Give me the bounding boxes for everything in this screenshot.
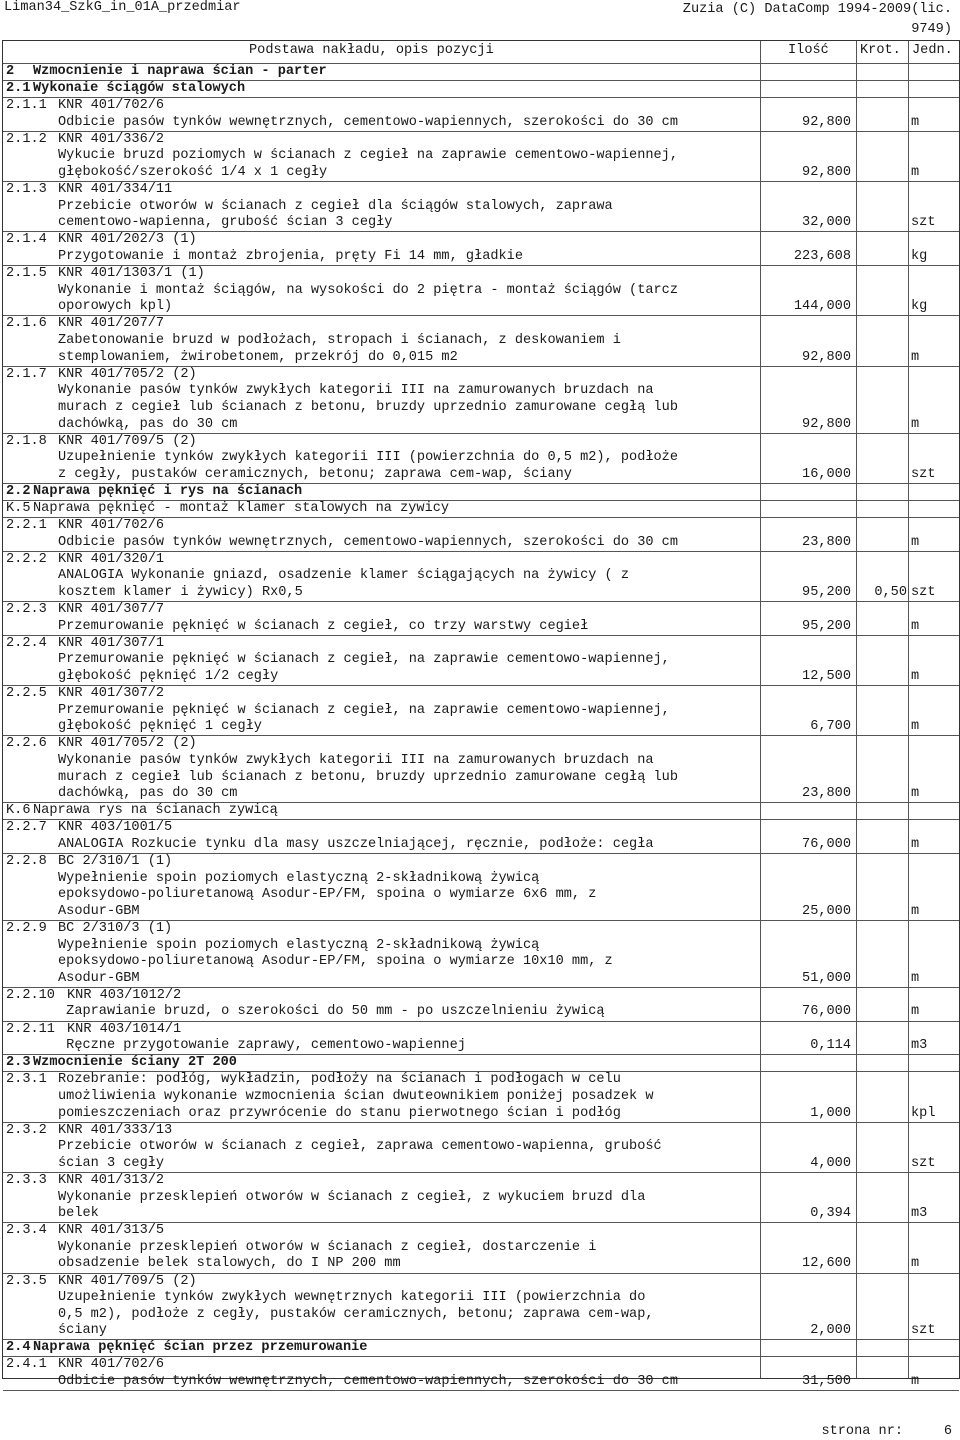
row-description-line: Przygotowanie i montaż zbrojenia, pręty Fi 14 mm, gładkie bbox=[58, 249, 523, 265]
table-row bbox=[3, 820, 959, 854]
section-row bbox=[3, 64, 959, 81]
row-description-line: murach z cegieł lub ścianach z betonu, bruzdy uprzednio zamurowane cegłą lub bbox=[58, 769, 678, 785]
document-file-name: Liman34_SzkG_in_01A_przedmiar bbox=[4, 0, 241, 15]
row-code: 2.1.6 bbox=[6, 316, 47, 332]
table-row bbox=[3, 132, 959, 182]
row-unit: kg bbox=[911, 299, 928, 315]
copyright-line-1: Zuzia (C) DataComp 1994-2009(lic. bbox=[682, 2, 952, 17]
row-code: 2.3.5 bbox=[6, 1273, 47, 1289]
row-code: 2.3.1 bbox=[6, 1072, 47, 1088]
row-unit: kpl bbox=[911, 1105, 936, 1121]
row-basis: KNR 401/702/6 bbox=[58, 98, 165, 114]
table-row bbox=[3, 854, 959, 921]
row-description-line: Przemurowanie pęknięć w ścianach z cegieł, na zaprawie cementowo-wapiennej, bbox=[58, 652, 670, 668]
row-description-line: Wykonanie i montaż ściągów, na wysokości do 2 piętra - montaż ściągów (tarcz bbox=[58, 282, 678, 298]
row-code: K.5 bbox=[6, 501, 31, 517]
row-quantity: 12,600 bbox=[802, 1256, 851, 1272]
row-description-line: Przebicie otworów w ścianach z cegieł, zaprawa cementowo-wapienna, grubość bbox=[58, 1139, 662, 1155]
row-basis: KNR 403/1014/1 bbox=[67, 1021, 182, 1037]
row-code: 2.4.1 bbox=[6, 1357, 47, 1373]
row-description-line: ściany bbox=[58, 1323, 107, 1339]
row-title: Wykonaie ściągów stalowych bbox=[33, 81, 246, 97]
table-row bbox=[3, 736, 959, 803]
row-basis: KNR 403/1012/2 bbox=[67, 987, 182, 1003]
table-row bbox=[3, 686, 959, 736]
row-description-line: głębokość pęknięć 1 cegły bbox=[58, 719, 262, 735]
row-description-line: Zabetonowanie bruzd w podłożach, stropach i ścianach, z deskowaniem i bbox=[58, 333, 621, 349]
row-unit: m bbox=[911, 618, 920, 634]
row-description-line: ANALOGIA Rozkucie tynku dla masy uszczelniającej, ręcznie, podłoże: cegła bbox=[58, 836, 654, 852]
table-row bbox=[3, 232, 959, 266]
row-unit: m3 bbox=[911, 1038, 928, 1054]
row-description-line: pomieszczeniach oraz przywrócenie do stanu pierwotnego ścian i podłóg bbox=[58, 1105, 621, 1121]
row-basis: KNR 401/313/5 bbox=[58, 1223, 165, 1239]
row-unit: m bbox=[911, 836, 920, 852]
page-label: strona nr: bbox=[821, 1424, 904, 1439]
row-unit: m bbox=[911, 534, 920, 550]
row-unit: kg bbox=[911, 249, 928, 265]
row-description-line: Zaprawianie bruzd, o szerokości do 50 mm - po uszczelnieniu żywicą bbox=[58, 1004, 605, 1020]
row-title: Naprawa pęknięć ścian przez przemurowanie bbox=[33, 1340, 368, 1356]
row-code: 2.2.10 bbox=[6, 987, 55, 1003]
row-rate: 0,50 bbox=[874, 585, 907, 600]
table-header bbox=[3, 41, 959, 64]
row-quantity: 32,000 bbox=[802, 215, 851, 231]
row-basis: BC 2/310/3 (1) bbox=[58, 920, 173, 936]
column-header-quantity: Ilość bbox=[788, 43, 829, 58]
section-row bbox=[3, 484, 959, 501]
row-basis: KNR 401/702/6 bbox=[58, 518, 165, 534]
row-quantity: 76,000 bbox=[802, 1004, 851, 1020]
row-description-line: Uzupełnienie tynków zwykłych kategorii III (powierzchnia do 0,5 m2), podłoże bbox=[58, 450, 678, 466]
row-quantity: 92,800 bbox=[802, 114, 851, 130]
row-quantity: 1,000 bbox=[810, 1105, 851, 1121]
row-code: 2 bbox=[6, 64, 15, 79]
row-basis: KNR 401/709/5 (2) bbox=[58, 1273, 197, 1289]
row-quantity: 12,500 bbox=[802, 668, 851, 684]
row-description-line: Przebicie otworów w ścianach z cegieł dla ściągów stalowych, zaprawa bbox=[58, 198, 613, 214]
row-basis: KNR 401/313/2 bbox=[58, 1172, 165, 1188]
row-unit: szt bbox=[911, 215, 936, 231]
row-quantity: 95,200 bbox=[802, 585, 851, 600]
row-description-line: ANALOGIA Wykonanie gniazd, osadzenie klamer ściągających na żywicy ( z bbox=[58, 568, 630, 584]
row-unit: m bbox=[911, 416, 920, 432]
row-quantity: 23,800 bbox=[802, 534, 851, 550]
table-row bbox=[3, 988, 959, 1022]
row-description-line: Wykonanie pasów tynków zwykłych kategorii III na zamurowanych bruzdach na bbox=[58, 383, 654, 399]
table-row bbox=[3, 1173, 959, 1223]
row-basis: BC 2/310/1 (1) bbox=[58, 854, 173, 870]
row-code: K.6 bbox=[6, 803, 31, 819]
row-code: 2.1.2 bbox=[6, 131, 47, 147]
row-unit: m bbox=[911, 903, 920, 919]
row-basis: KNR 401/202/3 (1) bbox=[58, 232, 197, 248]
table-row bbox=[3, 518, 959, 552]
row-description-line: obsadzenie belek stalowych, do I NP 200 mm bbox=[58, 1256, 401, 1272]
row-quantity: 95,200 bbox=[802, 618, 851, 634]
row-unit: m bbox=[911, 668, 920, 684]
row-code: 2.2.2 bbox=[6, 551, 47, 567]
row-description-line: ścian 3 cegły bbox=[58, 1155, 165, 1171]
row-quantity: 16,000 bbox=[802, 466, 851, 482]
row-basis: KNR 401/334/11 bbox=[58, 182, 173, 198]
row-description-line: dachówką, pas do 30 cm bbox=[58, 416, 238, 432]
row-unit: szt bbox=[911, 466, 936, 482]
row-quantity: 2,000 bbox=[810, 1323, 851, 1339]
row-title: Naprawa pęknięć - montaż klamer stalowych na zywicy bbox=[33, 501, 450, 517]
row-unit: m bbox=[911, 1004, 920, 1020]
row-basis: KNR 401/207/7 bbox=[58, 316, 165, 332]
row-basis: KNR 401/702/6 bbox=[58, 1357, 165, 1373]
row-description-line: Ręczne przygotowanie zaprawy, cementowo-wapiennej bbox=[58, 1038, 466, 1054]
group-row bbox=[3, 803, 959, 820]
row-title: Wzmocnienie ściany 2T 200 bbox=[33, 1055, 237, 1071]
row-quantity: 92,800 bbox=[802, 165, 851, 181]
row-code: 2.3 bbox=[6, 1055, 31, 1071]
row-title: Naprawa pęknięć i rys na ścianach bbox=[33, 483, 303, 499]
row-code: 2.1.1 bbox=[6, 98, 47, 114]
row-description-line: Odbicie pasów tynków wewnętrznych, cementowo-wapiennych, szerokości do 30 cm bbox=[58, 114, 678, 130]
row-code: 2.2.11 bbox=[6, 1021, 55, 1037]
row-code: 2.1.8 bbox=[6, 433, 47, 449]
software-copyright bbox=[683, 0, 952, 40]
row-code: 2.2.4 bbox=[6, 635, 47, 651]
row-description-line: oporowych kpl) bbox=[58, 299, 173, 315]
table-row bbox=[3, 182, 959, 232]
row-description-line: epoksydowo-poliuretanową Asodur-EP/FM, spoina o wymiarze 10x10 mm, z bbox=[58, 954, 613, 970]
row-description-line: umożliwienia wykonanie wzmocnienia ścian dwuteownikiem poniżej posadzek w bbox=[58, 1088, 654, 1104]
row-code: 2.1.4 bbox=[6, 232, 47, 248]
row-description-line: Wykonanie przesklepień otworów w ścianach z cegieł, dostarczenie i bbox=[58, 1239, 597, 1255]
column-header-description: Podstawa nakładu, opis pozycji bbox=[249, 43, 494, 58]
row-description-line: Odbicie pasów tynków wewnętrznych, cementowo-wapiennych, szerokości do 30 cm bbox=[58, 534, 678, 550]
table-body bbox=[3, 64, 959, 1391]
section-row bbox=[3, 81, 959, 98]
row-code: 2.2.8 bbox=[6, 854, 47, 870]
row-code: 2.4 bbox=[6, 1340, 31, 1356]
table-row bbox=[3, 316, 959, 366]
table-row bbox=[3, 1357, 959, 1391]
row-basis: KNR 401/1303/1 (1) bbox=[58, 266, 205, 282]
row-title: Wzmocnienie i naprawa ścian - parter bbox=[33, 64, 327, 79]
row-code: 2.2.6 bbox=[6, 736, 47, 752]
row-description-line: kosztem klamer i żywicy) Rx0,5 bbox=[58, 585, 303, 600]
table-row bbox=[3, 98, 959, 132]
row-description-line: Wykucie bruzd poziomych w ścianach z cegieł na zaprawie cementowo-wapiennej, bbox=[58, 148, 678, 164]
row-description-line: Wypełnienie spoin poziomych elastyczną 2-składnikową żywicą bbox=[58, 937, 540, 953]
row-quantity: 4,000 bbox=[810, 1155, 851, 1171]
row-description-line: Przemurowanie pęknięć w ścianach z cegieł, na zaprawie cementowo-wapiennej, bbox=[58, 702, 670, 718]
row-code: 2.2 bbox=[6, 483, 31, 499]
row-basis: KNR 401/709/5 (2) bbox=[58, 433, 197, 449]
row-description-line: stemplowaniem, żwirobetonem, przekrój do 0,015 m2 bbox=[58, 349, 458, 365]
row-basis: KNR 401/307/2 bbox=[58, 686, 165, 702]
row-code: 2.1.3 bbox=[6, 182, 47, 198]
row-quantity: 31,500 bbox=[802, 1374, 851, 1390]
row-basis: KNR 401/320/1 bbox=[58, 551, 165, 567]
row-unit: m bbox=[911, 786, 920, 802]
row-description-line: Wykonanie pasów tynków zwykłych kategorii III na zamurowanych bruzdach na bbox=[58, 752, 654, 768]
row-description-line: Wypełnienie spoin poziomych elastyczną 2-składnikową żywicą bbox=[58, 870, 540, 886]
row-quantity: 76,000 bbox=[802, 836, 851, 852]
row-description-line: dachówką, pas do 30 cm bbox=[58, 786, 238, 802]
table-row bbox=[3, 602, 959, 636]
table-row bbox=[3, 1274, 959, 1341]
row-quantity: 23,800 bbox=[802, 786, 851, 802]
row-description-line: Wykonanie przesklepień otworów w ścianach z cegieł, z wykuciem bruzd dla bbox=[58, 1189, 646, 1205]
row-code: 2.3.2 bbox=[6, 1122, 47, 1138]
row-unit: m bbox=[911, 165, 920, 181]
row-code: 2.1.7 bbox=[6, 366, 47, 382]
row-description-line: głębokość/szerokość 1/4 x 1 cegły bbox=[58, 165, 328, 181]
table-row bbox=[3, 1123, 959, 1173]
row-code: 2.1.5 bbox=[6, 266, 47, 282]
row-description-line: z cegły, pustaków ceramicznych, betonu; zaprawa cem-wap, ściany bbox=[58, 466, 572, 482]
row-code: 2.3.3 bbox=[6, 1172, 47, 1188]
row-code: 2.2.3 bbox=[6, 602, 47, 618]
table-row bbox=[3, 434, 959, 484]
group-row bbox=[3, 501, 959, 518]
table-row bbox=[3, 636, 959, 686]
row-unit: szt bbox=[911, 1155, 936, 1171]
row-quantity: 51,000 bbox=[802, 970, 851, 986]
row-quantity: 223,608 bbox=[793, 249, 851, 265]
row-quantity: 0,114 bbox=[810, 1038, 851, 1054]
row-code: 2.2.1 bbox=[6, 518, 47, 534]
row-unit: szt bbox=[911, 1323, 936, 1339]
row-code: 2.2.7 bbox=[6, 820, 47, 836]
row-basis: KNR 401/705/2 (2) bbox=[58, 736, 197, 752]
row-unit: m bbox=[911, 1374, 920, 1390]
page-number bbox=[821, 1424, 952, 1440]
page-value: 6 bbox=[943, 1424, 952, 1439]
row-unit: m bbox=[911, 1256, 920, 1272]
row-description-line: głębokość pęknięć 1/2 cegły bbox=[58, 668, 279, 684]
column-header-unit: Jedn. bbox=[912, 43, 953, 58]
column-header-rate: Krot. bbox=[860, 43, 901, 58]
row-unit: m bbox=[911, 719, 920, 735]
row-description-line: epoksydowo-poliuretanową Asodur-EP/FM, spoina o wymiarze 6x6 mm, z bbox=[58, 887, 597, 903]
table-row bbox=[3, 1072, 959, 1122]
row-description-line: Przemurowanie pęknięć w ścianach z cegieł, co trzy warstwy cegieł bbox=[58, 618, 589, 634]
row-code: 2.2.5 bbox=[6, 686, 47, 702]
estimate-table bbox=[2, 40, 960, 1390]
row-unit: m bbox=[911, 349, 920, 365]
row-description-line: Asodur-GBM bbox=[58, 970, 140, 986]
row-quantity: 6,700 bbox=[810, 719, 851, 735]
row-basis: KNR 401/336/2 bbox=[58, 131, 165, 147]
row-description-line: Uzupełnienie tynków zwykłych wewnętrznych kategorii III (powierzchnia do bbox=[58, 1290, 646, 1306]
row-code: 2.2.9 bbox=[6, 920, 47, 936]
table-row bbox=[3, 1022, 959, 1056]
copyright-line-2: 9749) bbox=[911, 22, 952, 37]
row-basis: KNR 403/1001/5 bbox=[58, 820, 173, 836]
row-unit: m bbox=[911, 970, 920, 986]
row-description-line: 0,5 m2), podłoże z cegły, pustaków ceramicznych, betonu; zaprawa cem-wap, bbox=[58, 1306, 654, 1322]
section-row bbox=[3, 1055, 959, 1072]
row-description-line: Odbicie pasów tynków wewnętrznych, cementowo-wapiennych, szerokości do 30 cm bbox=[58, 1374, 678, 1390]
table-row bbox=[3, 266, 959, 316]
section-row bbox=[3, 1340, 959, 1357]
row-unit: m bbox=[911, 114, 920, 130]
row-unit: m3 bbox=[911, 1206, 928, 1222]
row-code: 2.1 bbox=[6, 81, 31, 97]
row-basis: KNR 401/307/1 bbox=[58, 635, 165, 651]
row-quantity: 92,800 bbox=[802, 416, 851, 432]
row-quantity: 25,000 bbox=[802, 903, 851, 919]
row-description-line: murach z cegieł lub ścianach z betonu, bruzdy uprzednio zamurowane cegłą lub bbox=[58, 399, 678, 415]
table-row bbox=[3, 367, 959, 434]
row-title: Naprawa rys na ścianach zywicą bbox=[33, 803, 278, 819]
row-quantity: 92,800 bbox=[802, 349, 851, 365]
row-basis: KNR 401/705/2 (2) bbox=[58, 366, 197, 382]
row-description-line: Asodur-GBM bbox=[58, 903, 140, 919]
table-row bbox=[3, 1223, 959, 1273]
row-description-line: cementowo-wapienna, grubość ścian 3 cegły bbox=[58, 215, 393, 231]
row-quantity: 144,000 bbox=[793, 299, 851, 315]
row-basis: Rozebranie: podłóg, wykładzin, podłoży na ścianach i podłogach w celu bbox=[58, 1072, 621, 1088]
row-description-line: belek bbox=[58, 1206, 99, 1222]
row-quantity: 0,394 bbox=[810, 1206, 851, 1222]
row-basis: KNR 401/333/13 bbox=[58, 1122, 173, 1138]
row-code: 2.3.4 bbox=[6, 1223, 47, 1239]
table-row bbox=[3, 552, 959, 602]
row-basis: KNR 401/307/7 bbox=[58, 602, 165, 618]
row-unit: szt bbox=[911, 585, 936, 600]
table-row bbox=[3, 921, 959, 988]
